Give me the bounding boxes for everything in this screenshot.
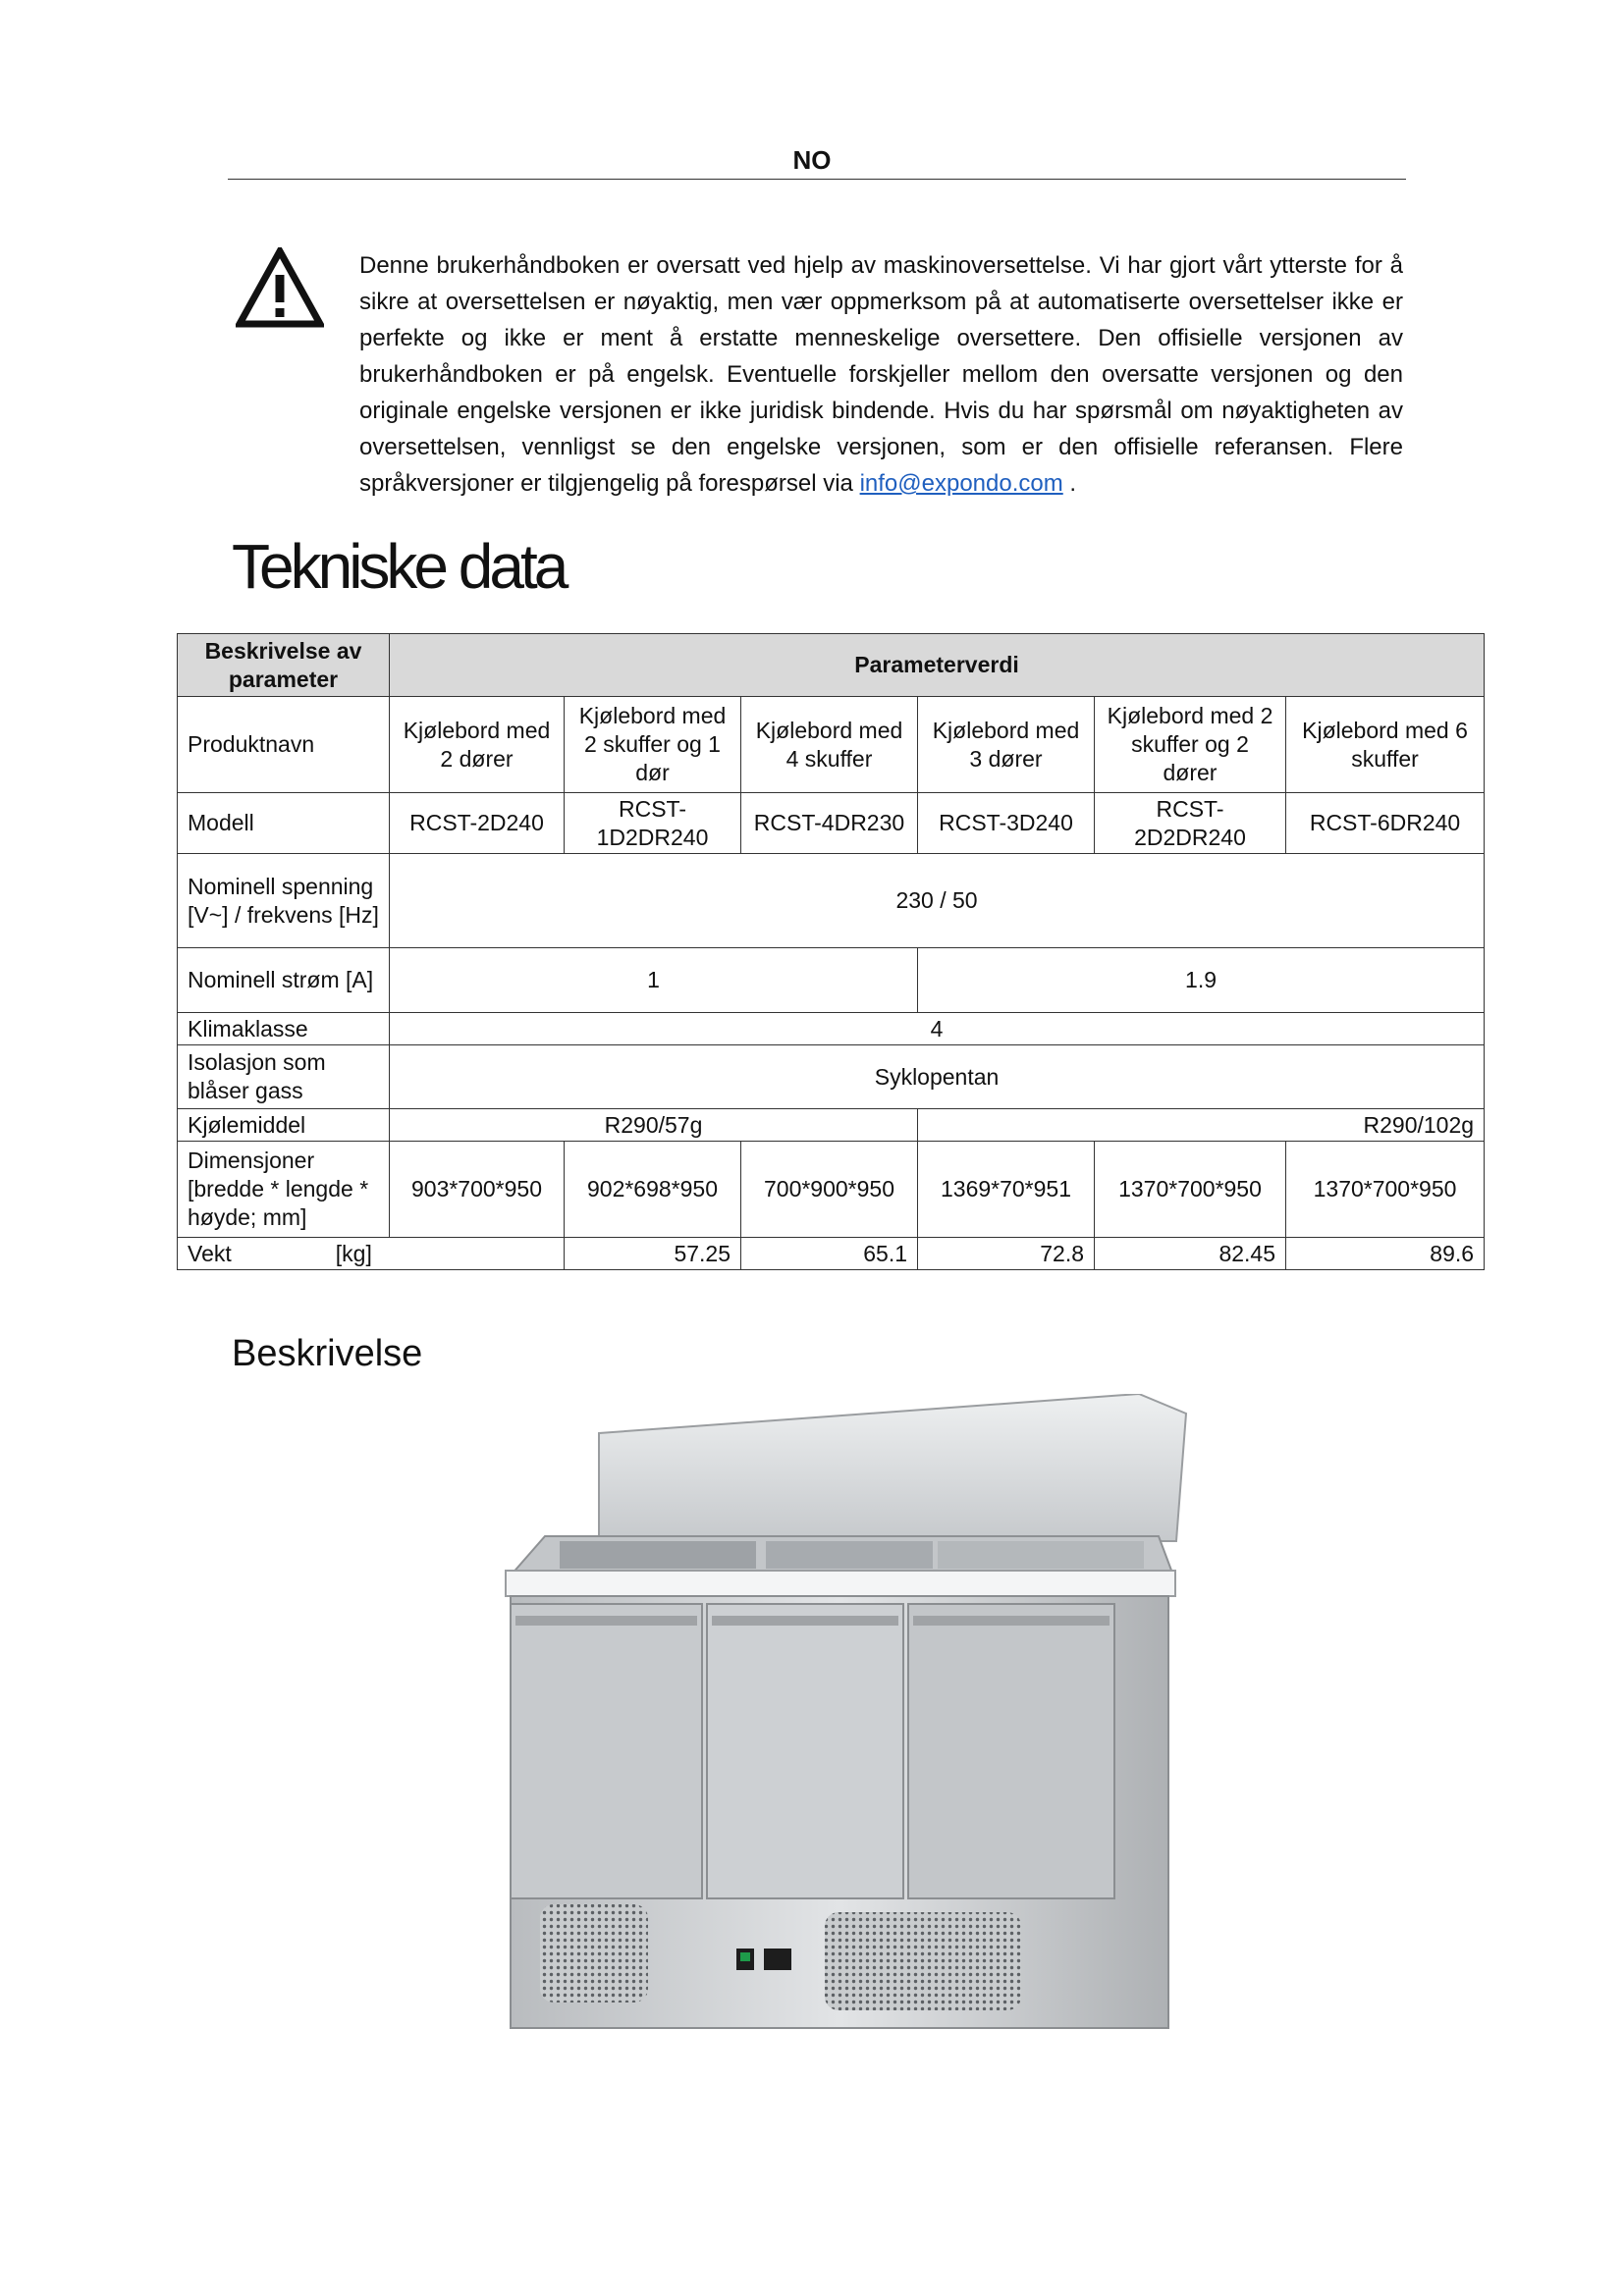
table-row-product-name bbox=[178, 697, 1485, 793]
notice-text: Denne brukerhåndboken er oversatt ved hjelp av maskinoversettelse. Vi har gjort vårt ytterste for å sikre at oversettelsen er nøyaktig, men vær oppmerksom på at automatiserte oversettelser ikke er perfekte og ikke er ment å erstatte menneskelige oversettere. Den offisielle versjonen av brukerhåndboken er på engelsk. Eventuelle forskjeller mellom den oversatte versjonen og den originale engelske versjonen er ikke juridisk bindende. Hvis du har spørsmål om nøyaktigheten av oversettelsen, vennligst se den engelske versjonen, som er den offisielle referansen. Flere språkversjoner er tilgjengelig på forespørsel via bbox=[359, 252, 1403, 497]
table-row-insulation bbox=[178, 1045, 1485, 1109]
model-cell: RCST-6DR240 bbox=[1286, 793, 1485, 854]
current-value-a: 1 bbox=[390, 948, 918, 1013]
language-code: NO bbox=[792, 145, 832, 175]
dimensions-cell: 903*700*950 bbox=[390, 1142, 565, 1238]
current-value-b: 1.9 bbox=[918, 948, 1485, 1013]
weight-cell: 57.25 bbox=[565, 1238, 741, 1270]
refrigerated-counter-image bbox=[452, 1394, 1188, 2047]
table-row-voltage bbox=[178, 854, 1485, 948]
table-row-climate-class bbox=[178, 1013, 1485, 1045]
weight-cell: 89.6 bbox=[1286, 1238, 1485, 1270]
warning-triangle-icon bbox=[236, 247, 324, 328]
header-divider bbox=[228, 179, 1406, 180]
climate-class-value: 4 bbox=[390, 1013, 1485, 1045]
product-name-cell: Kjølebord med 3 dører bbox=[918, 697, 1095, 793]
model-cell: RCST-2D2DR240 bbox=[1095, 793, 1286, 854]
support-email-link[interactable]: info@expondo.com bbox=[859, 470, 1063, 497]
row-label-voltage: Nominell spenning [V~] / frekvens [Hz] bbox=[178, 854, 390, 948]
table-row-dimensions bbox=[178, 1142, 1485, 1238]
insulation-value: Syklopentan bbox=[390, 1045, 1485, 1109]
refrigerant-value-a: R290/57g bbox=[390, 1109, 918, 1142]
row-label-insulation: Isolasjon som blåser gass bbox=[178, 1045, 390, 1109]
model-cell: RCST-1D2DR240 bbox=[565, 793, 741, 854]
table-row-model bbox=[178, 793, 1485, 854]
notice-suffix: . bbox=[1062, 470, 1077, 497]
row-label-product-name: Produktnavn bbox=[178, 697, 390, 793]
row-label-refrigerant: Kjølemiddel bbox=[178, 1109, 390, 1142]
row-label-weight bbox=[178, 1238, 565, 1270]
model-cell: RCST-3D240 bbox=[918, 793, 1095, 854]
dimensions-cell: 700*900*950 bbox=[741, 1142, 918, 1238]
model-cell: RCST-4DR230 bbox=[741, 793, 918, 854]
table-row-current bbox=[178, 948, 1485, 1013]
weight-label: Vekt bbox=[188, 1240, 232, 1266]
voltage-value: 230 / 50 bbox=[390, 854, 1485, 948]
model-cell: RCST-2D240 bbox=[390, 793, 565, 854]
header-parameter-value: Parameterverdi bbox=[390, 634, 1485, 697]
machine-translation-notice bbox=[359, 247, 1403, 502]
refrigerant-value-b: R290/102g bbox=[918, 1109, 1485, 1142]
weight-unit: [kg] bbox=[335, 1240, 372, 1266]
row-label-dimensions: Dimensjoner [bredde * lengde * høyde; mm] bbox=[178, 1142, 390, 1238]
dimensions-cell: 1369*70*951 bbox=[918, 1142, 1095, 1238]
product-name-cell: Kjølebord med 2 skuffer og 1 dør bbox=[565, 697, 741, 793]
weight-cell: 65.1 bbox=[741, 1238, 918, 1270]
technical-data-table bbox=[177, 633, 1485, 1270]
row-label-model: Modell bbox=[178, 793, 390, 854]
product-name-cell: Kjølebord med 2 skuffer og 2 dører bbox=[1095, 697, 1286, 793]
table-row-weight bbox=[178, 1238, 1485, 1270]
table-row-refrigerant bbox=[178, 1109, 1485, 1142]
row-label-climate-class: Klimaklasse bbox=[178, 1013, 390, 1045]
dimensions-cell: 902*698*950 bbox=[565, 1142, 741, 1238]
section-title-description: Beskrivelse bbox=[232, 1333, 423, 1374]
product-name-cell: Kjølebord med 6 skuffer bbox=[1286, 697, 1485, 793]
weight-cell: 82.45 bbox=[1095, 1238, 1286, 1270]
header-parameter-description: Beskrivelse av parameter bbox=[178, 634, 390, 697]
product-name-cell: Kjølebord med 4 skuffer bbox=[741, 697, 918, 793]
section-title-technical-data: Tekniske data bbox=[232, 531, 566, 602]
row-label-current: Nominell strøm [A] bbox=[178, 948, 390, 1013]
weight-cell: 72.8 bbox=[918, 1238, 1095, 1270]
dimensions-cell: 1370*700*950 bbox=[1286, 1142, 1485, 1238]
product-name-cell: Kjølebord med 2 dører bbox=[390, 697, 565, 793]
dimensions-cell: 1370*700*950 bbox=[1095, 1142, 1286, 1238]
table-header-row bbox=[178, 634, 1485, 697]
